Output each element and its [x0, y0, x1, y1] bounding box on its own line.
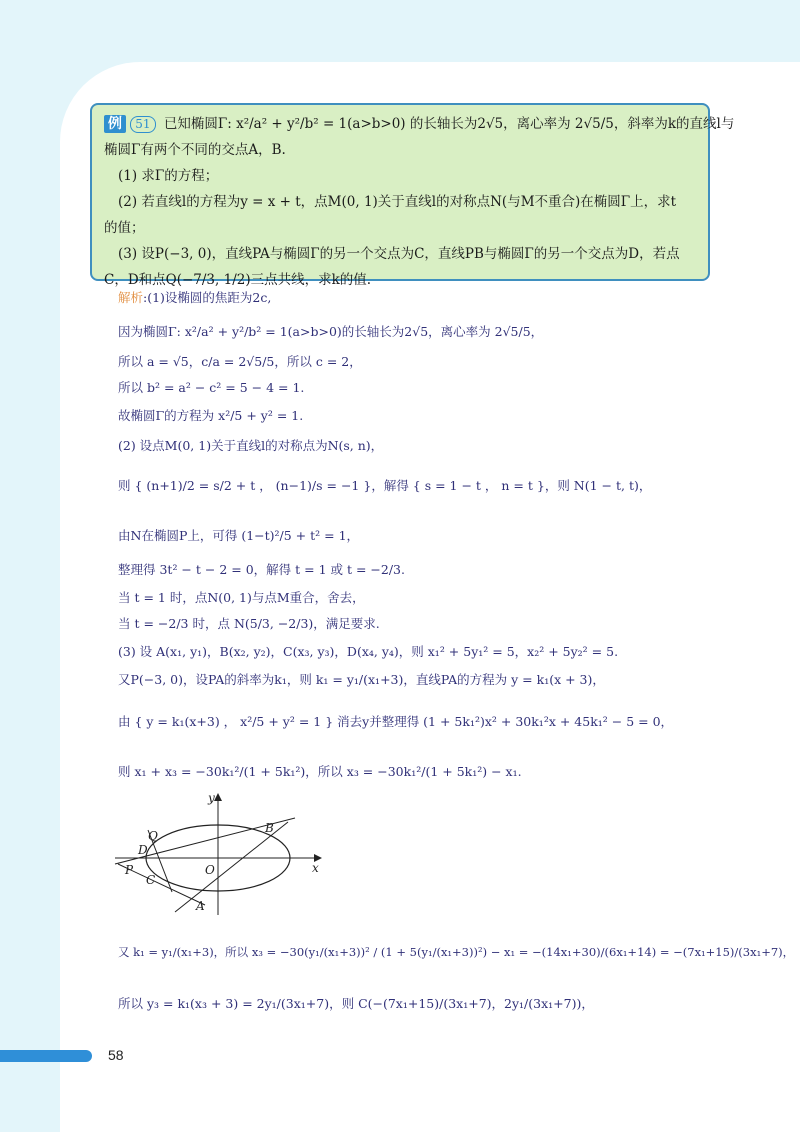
label-x: x — [312, 861, 319, 875]
solution-line: (2) 设点M(0, 1)关于直线l的对称点为N(s, n)， — [118, 438, 384, 453]
label-c: C — [146, 873, 156, 887]
problem-line — [104, 111, 735, 137]
problem-box — [90, 103, 735, 288]
solution-line: 所以 y₃ = k₁(x₃ + 3) = 2y₁/(3x₁+7)，则 C(−(7x₁+15)/(3x₁+7)，2y₁/(3x₁+7))， — [118, 996, 594, 1011]
label-a: A — [196, 899, 205, 913]
problem-line: (1) 求Γ的方程； — [118, 168, 219, 184]
example-number: 51 — [130, 116, 155, 133]
label-d: D — [138, 843, 148, 857]
problem-line: 椭圆Γ有两个不同的交点A，B. — [104, 142, 286, 158]
solution-line: 由N在椭圆P上，可得 (1−t)²/5 + t² = 1， — [118, 528, 360, 543]
solution-line: 则 x₁ + x₃ = −30k₁²/(1 + 5k₁²)，所以 x₃ = −30k₁²/(1 + 5k₁²) − x₁. — [118, 764, 522, 779]
solution-label: 解析 — [118, 290, 144, 305]
problem-line: (2) 若直线l的方程为y = x + t，点M(0, 1)关于直线l的对称点N(与M不重合)在椭圆Γ上，求t — [118, 194, 677, 210]
example-tag: 例 — [104, 115, 126, 133]
solution-line: 故椭圆Γ的方程为 x²/5 + y² = 1. — [118, 408, 304, 423]
solution-line: 因为椭圆Γ: x²/a² + y²/b² = 1(a>b>0)的长轴长为2√5，离心率为 2√5/5， — [118, 324, 544, 339]
problem-line: 的值； — [104, 220, 145, 236]
solution-line: 则 { (n+1)/2 = s/2 + t ， (n−1)/s = −1 }，解得 { s = 1 − t ， n = t }，则 N(1 − t, t)， — [118, 478, 652, 493]
solution-line: 当 t = −2/3 时，点 N(5/3, −2/3)，满足要求. — [118, 616, 380, 631]
solution-line: 所以 b² = a² − c² = 5 − 4 = 1. — [118, 380, 305, 395]
label-y: y — [208, 791, 215, 805]
solution-line — [118, 288, 271, 306]
page-number: 58 — [108, 1047, 124, 1063]
label-q: Q — [148, 829, 158, 843]
solution-text: :(1)设椭圆的焦距为2c, — [143, 290, 272, 305]
solution-line: 当 t = 1 时，点N(0, 1)与点M重合，舍去， — [118, 590, 365, 605]
problem-line: (3) 设P(−3, 0)，直线PA与椭圆Γ的另一个交点为C，直线PB与椭圆Γ的另一个交点为D，若点 — [118, 246, 680, 262]
solution-line: 又 k₁ = y₁/(x₁+3)，所以 x₃ = −30(y₁/(x₁+3))² / (1 + 5(y₁/(x₁+3))²) − x₁ = −(14x₁+30)/(6x₁+14) = −(7x₁+15)/(3x₁+7)， — [118, 945, 795, 959]
solution-line: 整理得 3t² − t − 2 = 0，解得 t = 1 或 t = −2/3. — [118, 562, 405, 577]
line-ab — [175, 822, 288, 912]
label-o: O — [205, 863, 215, 877]
solution-line: 又P(−3, 0)，设PA的斜率为k₁，则 k₁ = y₁/(x₁+3)，直线PA的方程为 y = k₁(x + 3)， — [118, 672, 605, 687]
solution-line: 由 { y = k₁(x+3) ， x²/5 + y² = 1 } 消去y并整理得 (1 + 5k₁²)x² + 30k₁²x + 45k₁² − 5 = 0， — [118, 714, 674, 729]
label-b: B — [265, 821, 274, 835]
solution-line: (3) 设 A(x₁, y₁)，B(x₂, y₂)，C(x₃, y₃)，D(x₄, y₄)，则 x₁² + 5y₁² = 5，x₂² + 5y₂² = 5. — [118, 644, 619, 659]
problem-text: 已知椭圆Γ: x²/a² + y²/b² = 1(a>b>0) 的长轴长为2√5，离心率为 2√5/5，斜率为k的直线l与 — [163, 116, 735, 132]
label-p: P — [125, 863, 134, 877]
solution-line: 所以 a = √5，c/a = 2√5/5，所以 c = 2， — [118, 354, 362, 369]
problem-line: C，D和点Q(−7/3, 1/2)三点共线，求k的值. — [104, 272, 372, 288]
ellipse-figure — [110, 790, 330, 920]
page-tab-bar — [0, 1050, 92, 1062]
